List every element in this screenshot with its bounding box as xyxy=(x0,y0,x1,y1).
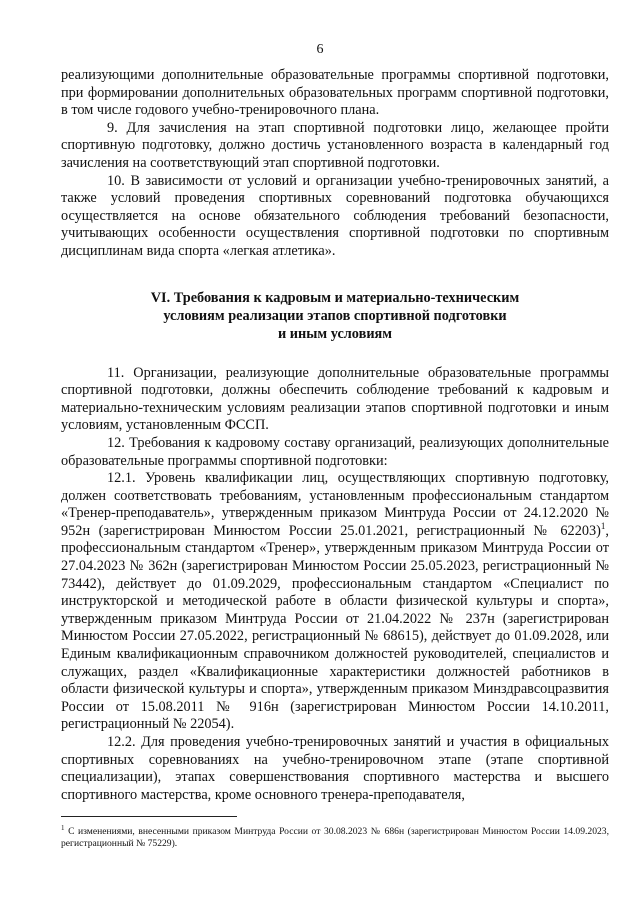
paragraph-12-1-part-2: , профессиональным стандартом «Тренер», утвержденным приказом Минтруда России от 27.04.2023 № 362н (зарегистрирован Минюстом России 25.05.2023, регистрационный № 73442), действует до 01.09.2029, профессиональным стандартом «Специалист по инструкторской и методической работе в области физической культуры и спорта», утвержденным приказом Минтруда России от 21.04.2022 № 237н (зарегистрирован Минюстом России 27.05.2022, регистрационный № 68615), действует до 01.09.2028, или Единым квалификационным справочником должностей руководителей, специалистов и служащих, раздел «Квалификационные характеристики должностей работников в области физической культуры и спорта», утвержденным приказом Минздравсоцразвития России от 15.08.2011 № 916н (зарегистрирован Минюстом России 14.10.2011, регистрационный № 22054). xyxy=(61,522,609,733)
paragraph-12-1 xyxy=(61,470,609,734)
paragraph-9: 9. Для зачисления на этап спортивной подготовки лицо, желающее пройти спортивную подготовку, должно достичь установленного возраста в календарный год зачисления на соответствующий этап спортивной подготовки. xyxy=(61,119,609,171)
paragraph-11: 11. Организации, реализующие дополнительные образовательные программы спортивной подготовки, должны обеспечить соблюдение требований к кадровым и материально-техническим условиям реализации этапов спортивной подготовки и иным условиям, установленным ФССП. xyxy=(61,364,609,434)
paragraph-12-1-part-1: 12.1. Уровень квалификации лиц, осуществляющих спортивную подготовку, должен соответствовать требованиям, установленным профессиональным стандартом «Тренер-преподаватель», утвержденным приказом Минтруда России от 24.12.2020 № 952н (зарегистрирован Минюстом России 25.01.2021, регистрационный № 62203) xyxy=(61,470,609,539)
paragraph-12-2: 12.2. Для проведения учебно-тренировочных занятий и участия в официальных спортивных соревнованиях на учебно-тренировочном этапе (этапе спортивной специализации), этапах совершенствования спортивного мастерства и высшего спортивного мастерства, кроме основного тренера-преподавателя, xyxy=(61,734,609,803)
paragraph-10: 10. В зависимости от условий и организации учебно-тренировочных занятий, а также условий проведения спортивных соревнований подготовка обучающихся осуществляется на основе обязательного соблюдения требований безопасности, учитывающих особенности осуществления спортивной подготовки по спортивным дисциплинам вида спорта «легкая атлетика». xyxy=(61,172,609,259)
footnote-reference[interactable]: 1 xyxy=(600,521,606,532)
footnote-divider xyxy=(61,816,237,817)
section-heading-line-2: условиям реализации этапов спортивной подготовки xyxy=(163,307,507,324)
footnote-text: С изменениями, внесенными приказом Минтруда России от 30.08.2023 № 686н (зарегистрирован Минюстом России 14.09.2023, регистрационный № 75229). xyxy=(61,826,609,849)
paragraph-12: 12. Требования к кадровому составу организаций, реализующих дополнительные образовательные программы спортивной подготовки: xyxy=(61,434,609,469)
footnote xyxy=(61,823,609,850)
section-heading xyxy=(61,289,609,343)
footnote-marker: 1 xyxy=(61,823,65,832)
page-number: 6 xyxy=(316,42,324,57)
section-heading-line-1: VI. Требования к кадровым и материально-техническим xyxy=(150,289,520,306)
document-body xyxy=(61,67,609,804)
section-heading-line-3: и иным условиям xyxy=(277,325,393,342)
paragraph-continuation: реализующими дополнительные образовательные программы спортивной подготовки, при формировании дополнительных образовательных программ спортивной подготовки, в том числе годового учебно-тренировочного плана. xyxy=(61,67,609,119)
